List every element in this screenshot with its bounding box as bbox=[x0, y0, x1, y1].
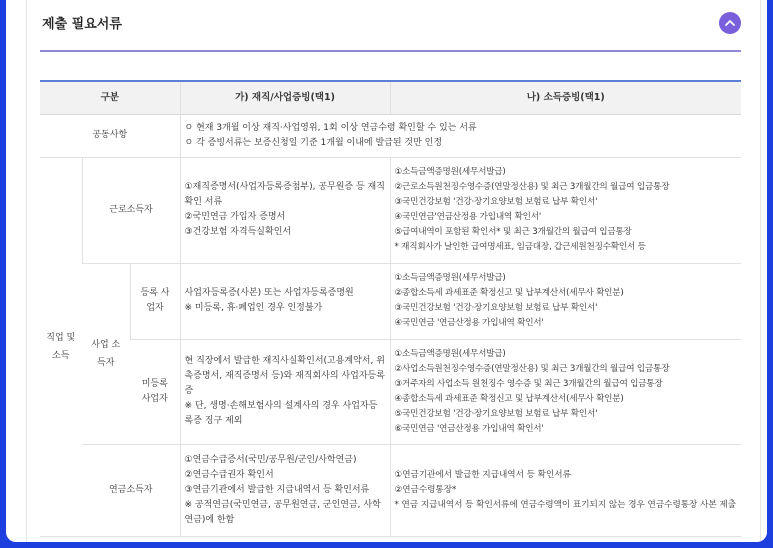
business-label-text: 사업 소득자 bbox=[91, 339, 121, 368]
list-item: ③거주자의 사업소득 원천징수 영수증 및 최근 3개월간의 월급여 입금통장 bbox=[394, 378, 663, 389]
common-item: ㅇ 현재 3개월 이상 재직·사업영위, 1회 이상 연금수령 확인할 수 있는 서류 bbox=[184, 122, 477, 133]
list-item: ※ 미등록, 휴·폐업인 경우 인정불가 bbox=[184, 303, 323, 313]
earned-label: 근로소득자 bbox=[82, 157, 180, 263]
list-item: ④종합소득세 과세표준 확정신고 및 납부계산서(세무사 확인분) bbox=[394, 393, 624, 404]
earned-employment bbox=[180, 157, 390, 263]
common-label: 공동사항 bbox=[40, 114, 180, 157]
pension-employment bbox=[180, 444, 390, 536]
list-item: ③국민건강보험 '건강·장기요양보험 보험료 납부 확인서' bbox=[394, 303, 598, 313]
unregistered-employment bbox=[180, 339, 390, 444]
section-header bbox=[40, 0, 741, 52]
list-item: ⑤국민건강보험 '건강·장기요양보험 보험료 납부 확인서' bbox=[394, 408, 598, 419]
pension-income bbox=[390, 444, 741, 536]
list-item: ④국민연금 '연금산정용 가입내역 확인서' bbox=[394, 318, 544, 328]
chevron-up-icon bbox=[724, 17, 736, 29]
list-item: ②연금수급권자 확인서 bbox=[184, 469, 274, 480]
table-row-pension bbox=[40, 444, 741, 536]
list-item: * 재직회사가 날인한 급여명세표, 임금대장, 갑근세원천징수확인서 등 bbox=[394, 242, 646, 252]
list-item: ②국민연금 가입자 증명서 bbox=[184, 212, 286, 222]
list-item: ②사업소득원천징수영수증(연말정산용) 및 최근 3개월간의 월급여 입금통장 bbox=[394, 363, 670, 374]
table-row-earned bbox=[40, 157, 741, 263]
unregistered-label bbox=[130, 339, 180, 444]
collapse-toggle-button[interactable] bbox=[719, 12, 741, 34]
group-label bbox=[40, 157, 82, 536]
list-item: ⑤급여내역이 포함된 확인서* 및 최근 3개월간의 월급여 입금통장 bbox=[394, 227, 632, 237]
registered-label-text: 등록 사업자 bbox=[140, 288, 170, 313]
list-item: ①소득금액증명원(세무서발급) bbox=[394, 348, 506, 359]
documents-table bbox=[40, 80, 741, 537]
registered-income bbox=[390, 263, 741, 339]
common-items bbox=[180, 114, 741, 157]
list-item: ①연금기관에서 발급한 지급내역서 등 확인서류 bbox=[394, 469, 571, 480]
pension-label: 연금소득자 bbox=[82, 444, 180, 536]
content-card bbox=[26, 0, 761, 542]
registered-employment bbox=[180, 263, 390, 339]
earned-income bbox=[390, 157, 741, 263]
registered-label bbox=[130, 263, 180, 339]
header-income: 나) 소득증빙(택1) bbox=[390, 81, 741, 114]
table-row-common bbox=[40, 114, 741, 157]
list-item: ②연금수령통장* bbox=[394, 484, 457, 495]
list-item: ③건강보험 자격득실확인서 bbox=[184, 227, 292, 237]
list-item: * 연금 지급내역서 등 확인서류에 연금수령액이 표기되지 않는 경우 연금수령통장 사본 제출 bbox=[394, 499, 737, 510]
list-item: ①연금수급증서(국민/공무원/군인/사학연금) bbox=[184, 454, 357, 465]
list-item: ②종합소득세 과세표준 확정신고 및 납부계산서(세무사 확인분) bbox=[394, 288, 624, 298]
documents-table-wrap bbox=[40, 80, 741, 537]
list-item: ④국민연금'연금산정용 가입내역 확인서' bbox=[394, 212, 542, 222]
list-item: ①재직증명서(사업자등록증첨부), 공무원증 등 재직확인 서류 bbox=[184, 182, 385, 207]
table-row-unregistered bbox=[40, 339, 741, 444]
table-row-registered bbox=[40, 263, 741, 339]
list-item: ②근로소득원천징수영수증(연말정산용) 및 최근 3개월간의 월급여 입금통장 bbox=[394, 182, 670, 192]
common-item: ㅇ 각 증빙서류는 보증신청일 기준 1개월 이내에 발급된 것만 인정 bbox=[184, 137, 443, 148]
header-employment: 가) 재직/사업증빙(택1) bbox=[180, 81, 390, 114]
section-title: 제출 필요서류 bbox=[42, 17, 122, 32]
list-item: ①소득금액증명원(세무서발급) bbox=[394, 273, 506, 283]
list-item: ⑥국민연금 '연금산정용 가입내역 확인서' bbox=[394, 423, 544, 434]
unregistered-label-text: 미등록 사업자 bbox=[141, 378, 168, 404]
list-item: 사업자등록증(사본) 또는 사업자등록증명원 bbox=[184, 288, 354, 298]
list-item: ③국민건강보험 '건강·장기요양보험 보험료 납부 확인서' bbox=[394, 197, 598, 207]
list-item: ①소득금액증명원(세무서발급) bbox=[394, 167, 506, 177]
list-item: ※ 공적연금(국민연금, 공무원연금, 군인연금, 사학연금)에 한함 bbox=[184, 499, 381, 525]
table-header-row bbox=[40, 81, 741, 114]
unregistered-income bbox=[390, 339, 741, 444]
list-item: 현 직장에서 발급한 재직사실확인서(고용계약서, 위촉증명서, 재직증명서 등)와 재직회사의 사업자등록증 bbox=[184, 356, 385, 396]
list-item: ※ 단, 생명·손해보험사의 설계사의 경우 사업자등록증 징구 제외 bbox=[184, 401, 378, 426]
page-frame bbox=[6, 0, 767, 542]
header-category: 구분 bbox=[40, 81, 180, 114]
list-item: ③연금기관에서 발급한 지급내역서 등 확인서류 bbox=[184, 484, 370, 495]
business-label bbox=[82, 263, 130, 444]
group-label-text: 직업 및 소득 bbox=[46, 332, 76, 361]
